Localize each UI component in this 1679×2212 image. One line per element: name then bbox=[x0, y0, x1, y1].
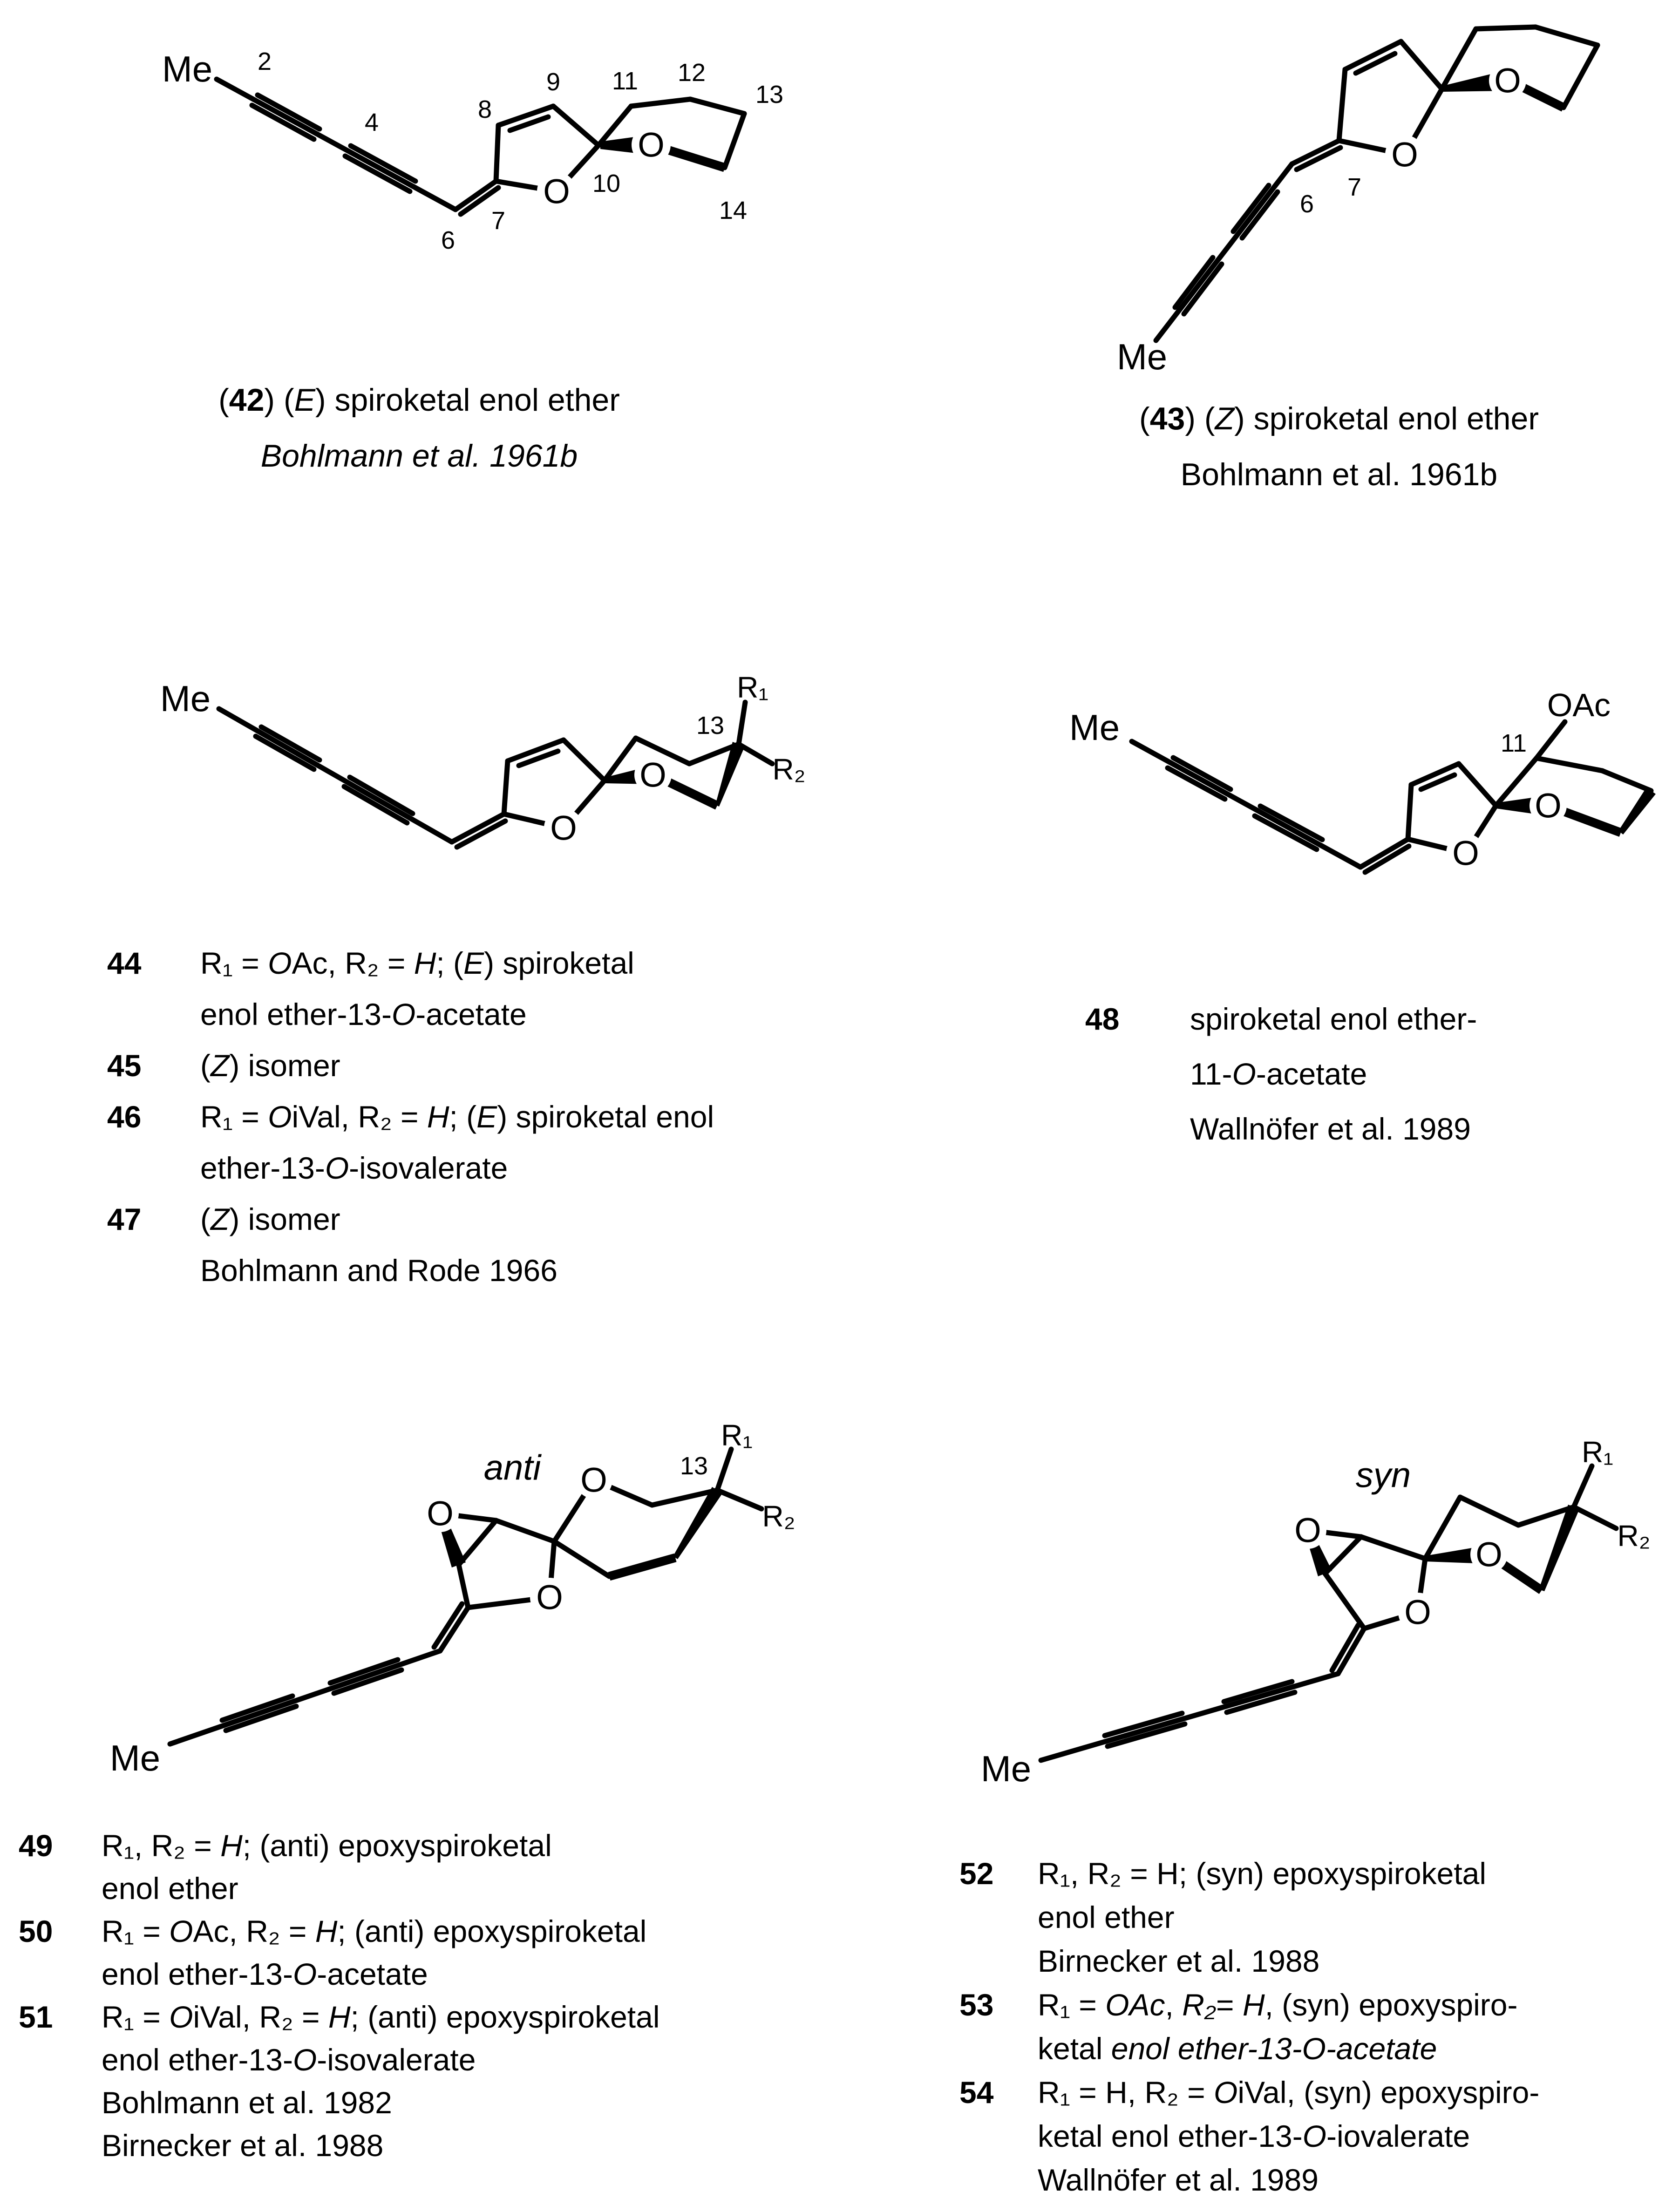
compound-number-49: 49 bbox=[19, 1828, 53, 1863]
s48-oxygen-furan-label: O bbox=[1452, 834, 1479, 873]
s44-bonds bbox=[219, 702, 772, 847]
entries-44-47 bbox=[107, 945, 714, 1304]
structure-42-drawing bbox=[116, 14, 815, 303]
s44-locant-13: 13 bbox=[696, 712, 725, 740]
s43-oxygen-pyran-label: O bbox=[1494, 61, 1521, 100]
compound-text-50: R₁ = OAc, R₂ = H; (anti) epoxyspiroketal bbox=[102, 1914, 647, 1948]
s48-methyl-label: Me bbox=[1069, 707, 1120, 748]
s44-oxygen-furan-label: O bbox=[550, 808, 577, 848]
s42-oxygen-furan-label: O bbox=[543, 172, 570, 211]
compound-entry-53 bbox=[959, 1987, 1539, 2031]
compound-text-44-cont: enol ether-13-O-acetate bbox=[200, 997, 527, 1031]
s52-oxygen-pyran-label: O bbox=[1475, 1535, 1502, 1574]
s42-locant-7: 7 bbox=[491, 207, 506, 235]
compound-text-52: R₁, R₂ = H; (syn) epoxyspiroketal bbox=[1038, 1856, 1487, 1891]
compound-entry-46 bbox=[107, 1099, 714, 1150]
s43-bonds bbox=[1156, 27, 1597, 340]
compound-text-51-cont: enol ether-13-O-isovalerate bbox=[102, 2042, 476, 2077]
s44-r2-label: R₂ bbox=[772, 753, 806, 786]
compound-number-45: 45 bbox=[107, 1048, 142, 1083]
caption-43-reference: Bohlmann et al. 1961b bbox=[1180, 457, 1498, 492]
compound-number-50: 50 bbox=[19, 1914, 53, 1948]
compound-text-44: R₁ = OAc, R₂ = H; (E) spiroketal bbox=[200, 946, 634, 980]
s42-locant-12: 12 bbox=[677, 59, 706, 87]
reference-text: Wallnöfer et al. 1989 bbox=[1190, 1112, 1471, 1146]
reference-text: Birnecker et al. 1988 bbox=[1038, 1944, 1320, 1978]
entries-48 bbox=[1085, 1001, 1477, 1166]
compound-entry-53-cont bbox=[959, 2031, 1539, 2075]
structure-49-drawing bbox=[70, 1397, 862, 1807]
s43-locant-6: 6 bbox=[1299, 190, 1314, 218]
s48-oxygen-pyran-label: O bbox=[1535, 786, 1562, 825]
compound-entry-54-cont bbox=[959, 2118, 1539, 2162]
compound-text-54: R₁ = H, R₂ = OiVal, (syn) epoxyspiro- bbox=[1038, 2075, 1540, 2110]
caption-42-title: (42) (E) spiroketal enol ether bbox=[218, 382, 620, 418]
s52-bonds bbox=[1041, 1466, 1616, 1760]
s42-oxygen-pyran-label: O bbox=[638, 125, 665, 164]
structure-43-drawing bbox=[978, 5, 1677, 396]
compound-number-54: 54 bbox=[959, 2075, 994, 2110]
s49-oxygen-furan-label: O bbox=[536, 1578, 563, 1617]
s52-oxygen-furan-label: O bbox=[1404, 1593, 1431, 1632]
compound-text-54-cont: ketal enol ether-13-O-iovalerate bbox=[1038, 2119, 1470, 2153]
s52-r1-label: R₁ bbox=[1582, 1435, 1613, 1469]
compound-text-53: R₁ = OAc, R₂= H, (syn) epoxyspiro- bbox=[1038, 1988, 1518, 2022]
compound-number-47: 47 bbox=[107, 1202, 142, 1236]
s52-oxygen-epoxide-label: O bbox=[1294, 1511, 1321, 1550]
reference-birnecker-1988 bbox=[19, 2128, 659, 2171]
reference-bohlmann-rode-1966 bbox=[107, 1253, 714, 1304]
compound-entry-46-cont bbox=[107, 1150, 714, 1201]
compound-entry-51-cont bbox=[19, 2042, 659, 2085]
compound-entry-54 bbox=[959, 2075, 1539, 2118]
compound-entry-44-cont bbox=[107, 997, 714, 1048]
s48-bonds bbox=[1132, 722, 1656, 872]
compound-text-47: (Z) isomer bbox=[200, 1202, 340, 1236]
s49-methyl-label: Me bbox=[109, 1737, 161, 1778]
s52-syn-label: syn bbox=[1355, 1455, 1411, 1495]
compound-text-46: R₁ = OiVal, R₂ = H; (E) spiroketal enol bbox=[200, 1099, 714, 1134]
caption-42-reference: Bohlmann et al. 1961b bbox=[260, 438, 578, 474]
compound-text-50-cont: enol ether-13-O-acetate bbox=[102, 1957, 428, 1991]
compound-text-48-cont: 11-O-acetate bbox=[1190, 1057, 1367, 1091]
s49-bonds bbox=[170, 1449, 761, 1744]
s44-oxygen-pyran-label: O bbox=[639, 755, 666, 794]
structure-48-drawing bbox=[1025, 652, 1677, 941]
s48-oac-label: OAc bbox=[1547, 687, 1611, 723]
compound-entry-50-cont bbox=[19, 1956, 659, 1999]
structure-52-drawing bbox=[908, 1416, 1677, 1807]
reference-text: Bohlmann et al. 1982 bbox=[102, 2085, 392, 2120]
compound-text-48: spiroketal enol ether- bbox=[1190, 1002, 1477, 1036]
compound-text-51: R₁ = OiVal, R₂ = H; (anti) epoxyspiroketal bbox=[102, 2000, 660, 2034]
compound-text-49-cont: enol ether bbox=[102, 1871, 238, 1906]
s42-locant-11: 11 bbox=[612, 67, 639, 95]
compound-number-52: 52 bbox=[959, 1856, 994, 1891]
caption-42 bbox=[140, 382, 699, 494]
compound-number-46: 46 bbox=[107, 1099, 142, 1134]
s44-r1-label: R₁ bbox=[737, 671, 768, 704]
s42-locant-6: 6 bbox=[441, 226, 455, 254]
reference-text: Wallnöfer et al. 1989 bbox=[1038, 2163, 1319, 2197]
compound-text-52-cont: enol ether bbox=[1038, 1900, 1175, 1934]
compound-number-44: 44 bbox=[107, 946, 142, 980]
compound-entry-52 bbox=[959, 1856, 1539, 1900]
s42-locant-13: 13 bbox=[755, 81, 784, 109]
structure-44-drawing bbox=[140, 652, 885, 941]
s43-oxygen-furan-label: O bbox=[1391, 135, 1418, 174]
compound-text-46-cont: ether-13-O-isovalerate bbox=[200, 1151, 508, 1185]
compound-number-48: 48 bbox=[1085, 1002, 1120, 1036]
compound-entry-48-cont bbox=[1085, 1056, 1477, 1111]
s49-oxygen-pyran-label: O bbox=[580, 1460, 607, 1500]
s49-oxygen-epoxide-label: O bbox=[427, 1494, 454, 1533]
entries-49-51 bbox=[19, 1828, 659, 2171]
reference-text: Bohlmann and Rode 1966 bbox=[200, 1253, 557, 1288]
caption-43-title: (43) (Z) spiroketal enol ether bbox=[1139, 401, 1539, 436]
compound-entry-45 bbox=[107, 1048, 714, 1099]
compound-number-51: 51 bbox=[19, 2000, 53, 2034]
reference-wallnofer-1989 bbox=[959, 2162, 1539, 2206]
compound-entry-44 bbox=[107, 945, 714, 997]
s42-methyl-label: Me bbox=[162, 48, 213, 89]
compound-number-53: 53 bbox=[959, 1988, 994, 2022]
compound-text-45: (Z) isomer bbox=[200, 1048, 340, 1083]
s52-r2-label: R₂ bbox=[1617, 1519, 1651, 1553]
compound-text-53-cont: ketal enol ether-13-O-acetate bbox=[1038, 2031, 1437, 2066]
caption-43 bbox=[1048, 400, 1630, 512]
s43-locant-7: 7 bbox=[1347, 173, 1362, 201]
s42-locant-14: 14 bbox=[719, 197, 748, 224]
s52-methyl-label: Me bbox=[980, 1748, 1032, 1789]
s42-locant-10: 10 bbox=[592, 170, 621, 197]
entries-52-54 bbox=[959, 1856, 1539, 2206]
compound-entry-49-cont bbox=[19, 1871, 659, 1913]
compound-text-49: R₁, R₂ = H; (anti) epoxyspiroketal bbox=[102, 1828, 552, 1863]
s49-locant-13: 13 bbox=[680, 1452, 708, 1480]
s42-locant-9: 9 bbox=[546, 68, 561, 96]
compound-entry-47 bbox=[107, 1201, 714, 1253]
s49-anti-label: anti bbox=[483, 1448, 541, 1488]
s42-locant-8: 8 bbox=[477, 95, 492, 123]
compound-entry-52-cont bbox=[959, 1900, 1539, 1943]
s42-locant-4: 4 bbox=[364, 109, 379, 136]
compound-entry-49 bbox=[19, 1828, 659, 1871]
reference-text: Birnecker et al. 1988 bbox=[102, 2128, 384, 2163]
s43-methyl-label: Me bbox=[1116, 336, 1168, 377]
s48-locant-11: 11 bbox=[1500, 729, 1527, 757]
compound-entry-48 bbox=[1085, 1001, 1477, 1056]
reference-bohlmann-1982 bbox=[19, 2085, 659, 2128]
s49-r2-label: R₂ bbox=[762, 1500, 795, 1533]
reference-wallnofer-1989 bbox=[1085, 1111, 1477, 1166]
s42-locant-2: 2 bbox=[257, 47, 272, 75]
compound-entry-50 bbox=[19, 1913, 659, 1956]
compound-entry-51 bbox=[19, 1999, 659, 2042]
s44-methyl-label: Me bbox=[160, 678, 211, 719]
s49-r1-label: R₁ bbox=[721, 1418, 753, 1452]
reference-birnecker-1988 bbox=[959, 1943, 1539, 1987]
